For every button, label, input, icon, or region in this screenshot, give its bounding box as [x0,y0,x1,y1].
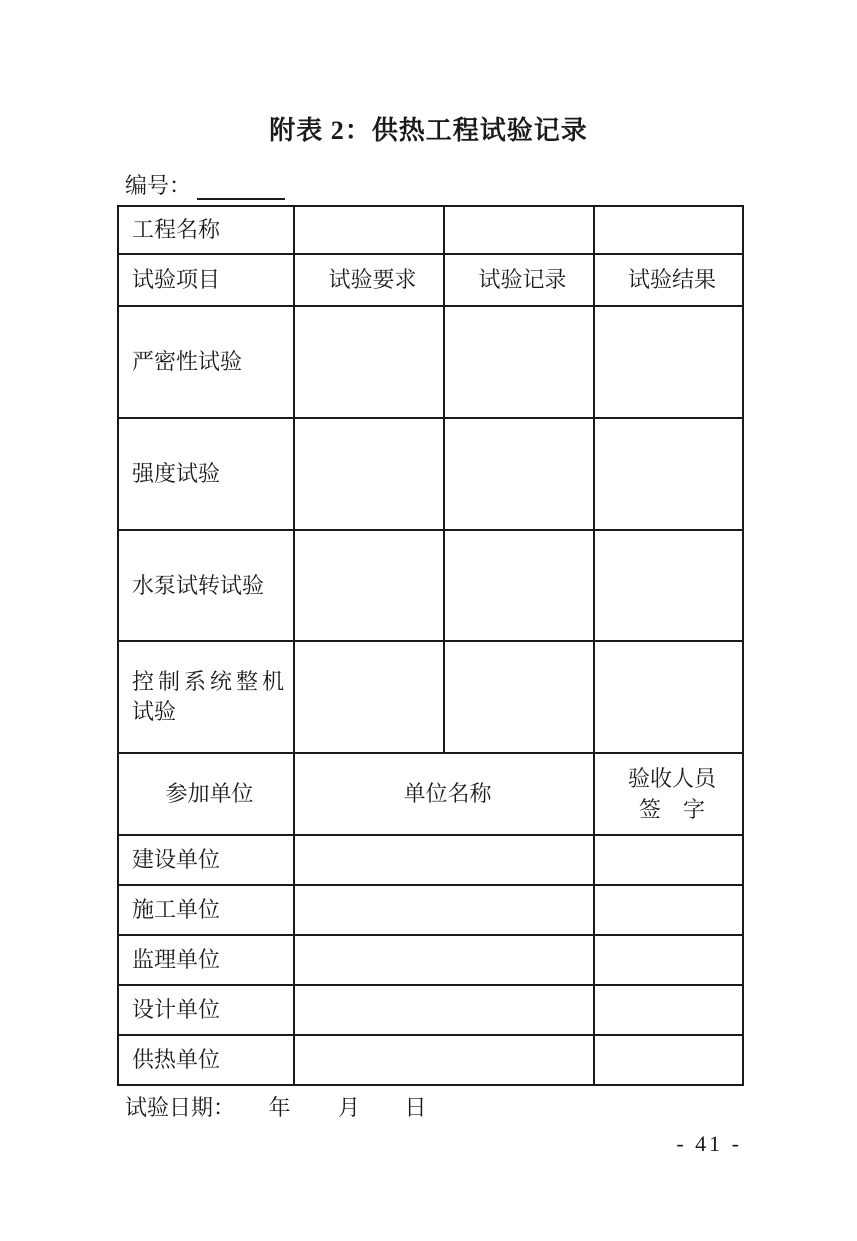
tightness-record-cell [444,306,594,418]
unit-name-label-cell: 单位名称 [294,753,594,835]
serial-number-line [125,169,285,200]
design-unit-row [118,985,743,1035]
construction-owner-unit-row [118,835,743,885]
test-date-line [125,1091,427,1122]
pump-trial-test-label-cell: 水泵试转试验 [118,530,294,641]
pump-trial-requirement-cell [294,530,444,641]
project-name-value-cell-3 [594,206,743,254]
test-record-table [117,205,744,1086]
tightness-test-row [118,306,743,418]
participating-unit-label-cell: 参加单位 [118,753,294,835]
tightness-requirement-cell [294,306,444,418]
day-label: 日 [404,1095,427,1120]
test-date-label: 试验日期： [125,1095,236,1120]
heating-unit-signature-cell [594,1035,743,1085]
construction-owner-unit-name-cell [294,835,594,885]
construction-unit-label-cell: 施工单位 [118,885,294,935]
participants-header-row [118,753,743,835]
construction-owner-unit-label-cell: 建设单位 [118,835,294,885]
serial-blank-field [197,174,285,200]
control-system-test-label-cell [118,641,294,753]
acceptance-signature-line1: 验收人员 [627,766,716,791]
header-test-item-cell: 试验项目 [118,254,294,306]
pump-trial-result-cell [594,530,743,641]
page-title: 附表 2：供热工程试验记录 [269,116,588,145]
project-name-row [118,206,743,254]
supervision-unit-signature-cell [594,935,743,985]
header-test-record-cell: 试验记录 [444,254,594,306]
heating-unit-name-cell [294,1035,594,1085]
acceptance-signature-line2: 签 字 [638,797,705,822]
page-number: - 41 - [676,1131,742,1156]
serial-label: 编号： [125,173,192,198]
control-system-test-row [118,641,743,753]
heating-unit-row [118,1035,743,1085]
year-label: 年 [268,1095,291,1120]
construction-unit-row [118,885,743,935]
strength-result-cell [594,418,743,530]
control-system-label-line2: 试验 [132,699,177,724]
supervision-unit-name-cell [294,935,594,985]
month-label: 月 [338,1095,361,1120]
strength-test-label-cell: 强度试验 [118,418,294,530]
pump-trial-record-cell [444,530,594,641]
construction-owner-unit-signature-cell [594,835,743,885]
design-unit-name-cell [294,985,594,1035]
header-test-result-cell: 试验结果 [594,254,743,306]
column-header-row [118,254,743,306]
heating-unit-label-cell: 供热单位 [118,1035,294,1085]
control-system-label-line1: 控制系统整机 [132,669,289,694]
pump-trial-test-row [118,530,743,641]
control-system-record-cell [444,641,594,753]
header-test-requirement-cell: 试验要求 [294,254,444,306]
design-unit-signature-cell [594,985,743,1035]
project-name-label-cell: 工程名称 [118,206,294,254]
acceptance-signature-label-cell [594,753,743,835]
tightness-result-cell [594,306,743,418]
strength-requirement-cell [294,418,444,530]
control-system-result-cell [594,641,743,753]
strength-record-cell [444,418,594,530]
control-system-requirement-cell [294,641,444,753]
supervision-unit-label-cell: 监理单位 [118,935,294,985]
supervision-unit-row [118,935,743,985]
construction-unit-name-cell [294,885,594,935]
design-unit-label-cell: 设计单位 [118,985,294,1035]
construction-unit-signature-cell [594,885,743,935]
strength-test-row [118,418,743,530]
project-name-value-cell-2 [444,206,594,254]
project-name-value-cell-1 [294,206,444,254]
tightness-test-label-cell: 严密性试验 [118,306,294,418]
